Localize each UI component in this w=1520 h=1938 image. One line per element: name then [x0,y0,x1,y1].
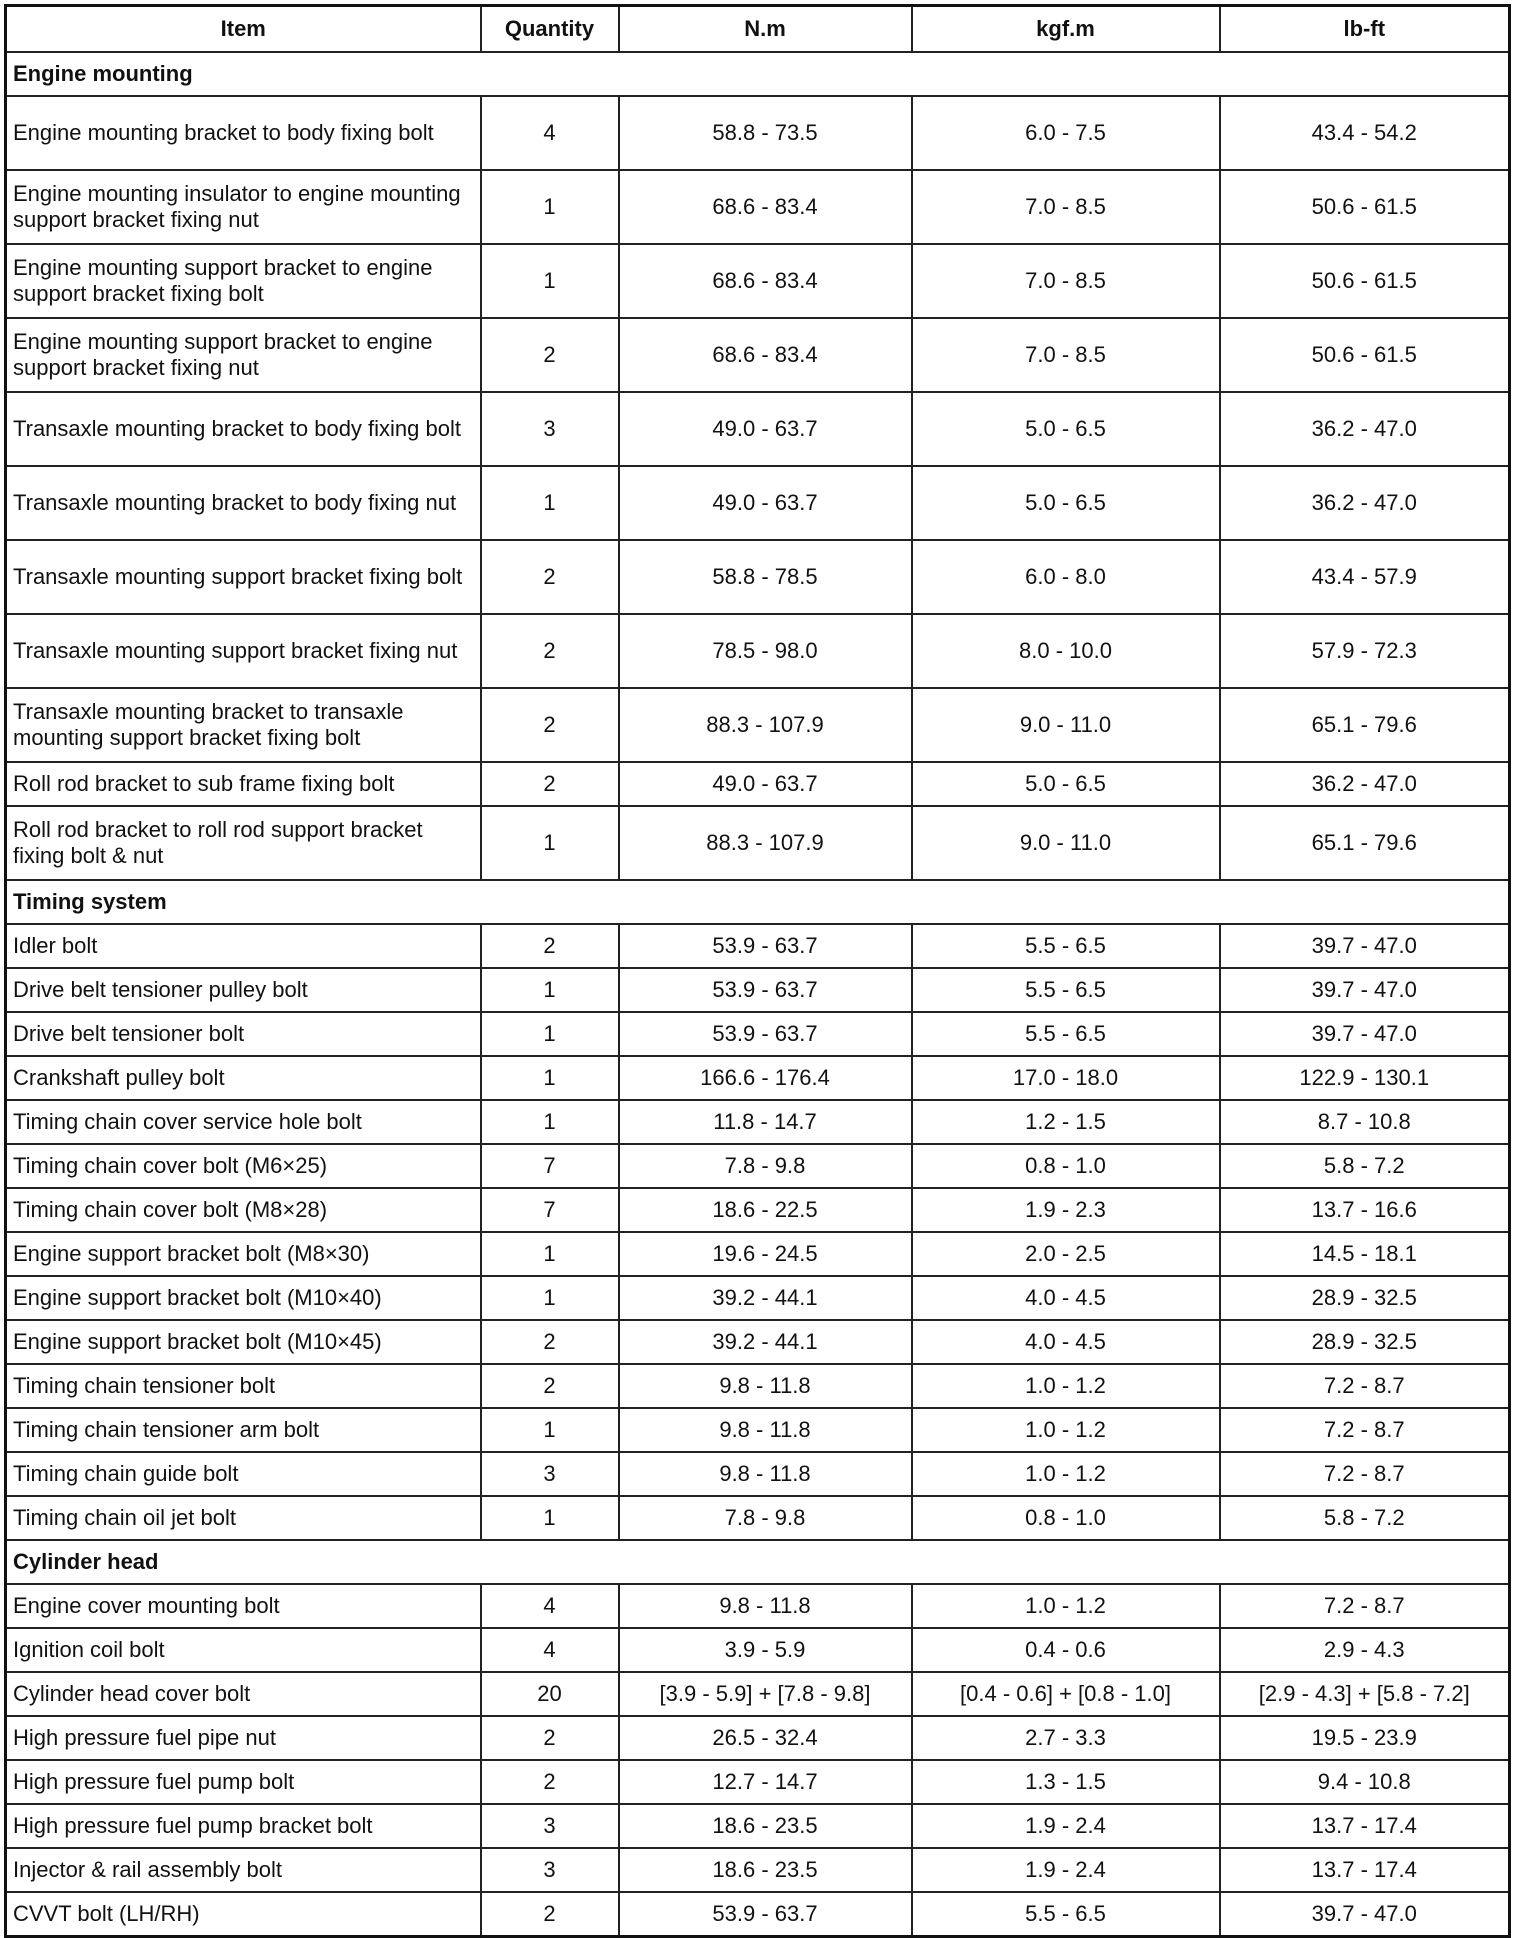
nm-cell: 49.0 - 63.7 [619,762,912,806]
item-cell: Engine mounting insulator to engine mounting support bracket fixing nut [6,170,481,244]
kgfm-cell: 5.5 - 6.5 [912,968,1220,1012]
quantity-cell: 1 [481,806,619,880]
kgfm-cell: 5.5 - 6.5 [912,1892,1220,1937]
kgfm-cell: 0.4 - 0.6 [912,1628,1220,1672]
quantity-cell: 1 [481,1012,619,1056]
item-cell: Timing chain cover bolt (M8×28) [6,1188,481,1232]
lbft-cell: 19.5 - 23.9 [1220,1716,1510,1760]
table-row [6,688,1510,762]
table-row [6,392,1510,466]
quantity-cell: 20 [481,1672,619,1716]
nm-cell: 53.9 - 63.7 [619,1892,912,1937]
quantity-cell: 2 [481,614,619,688]
table-row [6,614,1510,688]
table-row [6,1232,1510,1276]
item-cell: Timing chain tensioner arm bolt [6,1408,481,1452]
quantity-cell: 1 [481,968,619,1012]
lbft-cell: 28.9 - 32.5 [1220,1276,1510,1320]
item-cell: Roll rod bracket to sub frame fixing bolt [6,762,481,806]
quantity-cell: 2 [481,688,619,762]
nm-cell: 68.6 - 83.4 [619,170,912,244]
item-cell: Timing chain tensioner bolt [6,1364,481,1408]
nm-cell: 7.8 - 9.8 [619,1144,912,1188]
kgfm-cell: 4.0 - 4.5 [912,1276,1220,1320]
item-cell: High pressure fuel pump bracket bolt [6,1804,481,1848]
kgfm-cell: 1.0 - 1.2 [912,1408,1220,1452]
table-row [6,1584,1510,1628]
table-row [6,96,1510,170]
nm-cell: 19.6 - 24.5 [619,1232,912,1276]
item-cell: Engine support bracket bolt (M10×40) [6,1276,481,1320]
table-row [6,1056,1510,1100]
item-cell: Roll rod bracket to roll rod support bracket fixing bolt & nut [6,806,481,880]
table-row [6,540,1510,614]
item-cell: Drive belt tensioner pulley bolt [6,968,481,1012]
nm-cell: 58.8 - 73.5 [619,96,912,170]
nm-cell: 166.6 - 176.4 [619,1056,912,1100]
table-row [6,762,1510,806]
item-cell: Drive belt tensioner bolt [6,1012,481,1056]
kgfm-cell: 6.0 - 7.5 [912,96,1220,170]
quantity-cell: 3 [481,392,619,466]
nm-cell: 12.7 - 14.7 [619,1760,912,1804]
lbft-cell: 50.6 - 61.5 [1220,318,1510,392]
table-row [6,244,1510,318]
nm-cell: 18.6 - 22.5 [619,1188,912,1232]
section-row [6,1540,1510,1584]
nm-cell: 3.9 - 5.9 [619,1628,912,1672]
table-row [6,1848,1510,1892]
table-body [6,52,1510,1937]
lbft-cell: 7.2 - 8.7 [1220,1364,1510,1408]
nm-cell: 58.8 - 78.5 [619,540,912,614]
kgfm-cell: 8.0 - 10.0 [912,614,1220,688]
nm-cell: 26.5 - 32.4 [619,1716,912,1760]
lbft-cell: 28.9 - 32.5 [1220,1320,1510,1364]
header-row [6,6,1510,53]
lbft-cell: 65.1 - 79.6 [1220,688,1510,762]
table-row [6,1188,1510,1232]
quantity-cell: 1 [481,1276,619,1320]
kgfm-cell: 7.0 - 8.5 [912,244,1220,318]
kgfm-cell: 1.3 - 1.5 [912,1760,1220,1804]
lbft-cell: 5.8 - 7.2 [1220,1496,1510,1540]
lbft-cell: 50.6 - 61.5 [1220,170,1510,244]
nm-cell: 53.9 - 63.7 [619,924,912,968]
kgfm-cell: 7.0 - 8.5 [912,170,1220,244]
nm-cell: 68.6 - 83.4 [619,318,912,392]
quantity-cell: 1 [481,1232,619,1276]
quantity-cell: 3 [481,1804,619,1848]
table-row [6,1100,1510,1144]
lbft-cell: 57.9 - 72.3 [1220,614,1510,688]
item-cell: Idler bolt [6,924,481,968]
item-cell: Timing chain cover service hole bolt [6,1100,481,1144]
table-row [6,1760,1510,1804]
item-cell: High pressure fuel pipe nut [6,1716,481,1760]
header-lbft: lb-ft [1220,6,1510,53]
quantity-cell: 1 [481,1056,619,1100]
quantity-cell: 4 [481,96,619,170]
quantity-cell: 3 [481,1452,619,1496]
kgfm-cell: 1.0 - 1.2 [912,1452,1220,1496]
item-cell: Timing chain oil jet bolt [6,1496,481,1540]
lbft-cell: 2.9 - 4.3 [1220,1628,1510,1672]
nm-cell: 78.5 - 98.0 [619,614,912,688]
kgfm-cell: 5.0 - 6.5 [912,466,1220,540]
quantity-cell: 2 [481,762,619,806]
table-row [6,1892,1510,1937]
kgfm-cell: 1.0 - 1.2 [912,1364,1220,1408]
quantity-cell: 1 [481,1100,619,1144]
table-row [6,1364,1510,1408]
table-row [6,968,1510,1012]
quantity-cell: 1 [481,466,619,540]
item-cell: Transaxle mounting bracket to transaxle mounting support bracket fixing bolt [6,688,481,762]
torque-spec-table [4,4,1511,1938]
item-cell: Engine mounting support bracket to engine support bracket fixing bolt [6,244,481,318]
nm-cell: 11.8 - 14.7 [619,1100,912,1144]
table-row [6,1628,1510,1672]
kgfm-cell: 0.8 - 1.0 [912,1144,1220,1188]
header-kgfm: kgf.m [912,6,1220,53]
lbft-cell: 43.4 - 57.9 [1220,540,1510,614]
quantity-cell: 2 [481,540,619,614]
lbft-cell: 39.7 - 47.0 [1220,1892,1510,1937]
lbft-cell: [2.9 - 4.3] + [5.8 - 7.2] [1220,1672,1510,1716]
table-row [6,1716,1510,1760]
item-cell: Ignition coil bolt [6,1628,481,1672]
lbft-cell: 13.7 - 17.4 [1220,1804,1510,1848]
lbft-cell: 13.7 - 16.6 [1220,1188,1510,1232]
section-row [6,880,1510,924]
nm-cell: 9.8 - 11.8 [619,1584,912,1628]
nm-cell: 18.6 - 23.5 [619,1848,912,1892]
item-cell: Engine cover mounting bolt [6,1584,481,1628]
quantity-cell: 2 [481,924,619,968]
nm-cell: 9.8 - 11.8 [619,1364,912,1408]
lbft-cell: 122.9 - 130.1 [1220,1056,1510,1100]
section-title: Engine mounting [6,52,1510,96]
lbft-cell: 36.2 - 47.0 [1220,466,1510,540]
kgfm-cell: 5.0 - 6.5 [912,392,1220,466]
table-row [6,924,1510,968]
kgfm-cell: 1.2 - 1.5 [912,1100,1220,1144]
kgfm-cell: 1.0 - 1.2 [912,1584,1220,1628]
kgfm-cell: 5.5 - 6.5 [912,1012,1220,1056]
item-cell: CVVT bolt (LH/RH) [6,1892,481,1937]
kgfm-cell: 0.8 - 1.0 [912,1496,1220,1540]
lbft-cell: 65.1 - 79.6 [1220,806,1510,880]
item-cell: Transaxle mounting bracket to body fixing bolt [6,392,481,466]
table-row [6,1408,1510,1452]
table-row [6,1804,1510,1848]
item-cell: Timing chain guide bolt [6,1452,481,1496]
nm-cell: 39.2 - 44.1 [619,1320,912,1364]
nm-cell: 68.6 - 83.4 [619,244,912,318]
quantity-cell: 7 [481,1188,619,1232]
table-row [6,1144,1510,1188]
quantity-cell: 2 [481,1716,619,1760]
table-row [6,170,1510,244]
table-row [6,466,1510,540]
table-row [6,1452,1510,1496]
item-cell: Timing chain cover bolt (M6×25) [6,1144,481,1188]
table-row [6,1012,1510,1056]
section-row [6,52,1510,96]
kgfm-cell: 9.0 - 11.0 [912,688,1220,762]
item-cell: Engine support bracket bolt (M8×30) [6,1232,481,1276]
kgfm-cell: 17.0 - 18.0 [912,1056,1220,1100]
item-cell: Crankshaft pulley bolt [6,1056,481,1100]
section-title: Cylinder head [6,1540,1510,1584]
kgfm-cell: 1.9 - 2.4 [912,1804,1220,1848]
lbft-cell: 36.2 - 47.0 [1220,392,1510,466]
item-cell: Engine mounting bracket to body fixing bolt [6,96,481,170]
quantity-cell: 4 [481,1584,619,1628]
table-row [6,1320,1510,1364]
kgfm-cell: 6.0 - 8.0 [912,540,1220,614]
quantity-cell: 2 [481,1364,619,1408]
nm-cell: 49.0 - 63.7 [619,392,912,466]
item-cell: Transaxle mounting support bracket fixing bolt [6,540,481,614]
nm-cell: 49.0 - 63.7 [619,466,912,540]
nm-cell: 9.8 - 11.8 [619,1452,912,1496]
nm-cell: 7.8 - 9.8 [619,1496,912,1540]
kgfm-cell: 1.9 - 2.4 [912,1848,1220,1892]
quantity-cell: 4 [481,1628,619,1672]
quantity-cell: 1 [481,1496,619,1540]
header-nm: N.m [619,6,912,53]
quantity-cell: 7 [481,1144,619,1188]
lbft-cell: 9.4 - 10.8 [1220,1760,1510,1804]
kgfm-cell: 1.9 - 2.3 [912,1188,1220,1232]
nm-cell: 88.3 - 107.9 [619,806,912,880]
kgfm-cell: 4.0 - 4.5 [912,1320,1220,1364]
quantity-cell: 2 [481,1760,619,1804]
header-quantity: Quantity [481,6,619,53]
kgfm-cell: 2.0 - 2.5 [912,1232,1220,1276]
quantity-cell: 1 [481,170,619,244]
item-cell: Cylinder head cover bolt [6,1672,481,1716]
nm-cell: 39.2 - 44.1 [619,1276,912,1320]
quantity-cell: 2 [481,318,619,392]
lbft-cell: 39.7 - 47.0 [1220,1012,1510,1056]
item-cell: Injector & rail assembly bolt [6,1848,481,1892]
quantity-cell: 2 [481,1320,619,1364]
section-title: Timing system [6,880,1510,924]
lbft-cell: 8.7 - 10.8 [1220,1100,1510,1144]
kgfm-cell: [0.4 - 0.6] + [0.8 - 1.0] [912,1672,1220,1716]
table-row [6,806,1510,880]
lbft-cell: 43.4 - 54.2 [1220,96,1510,170]
item-cell: Engine mounting support bracket to engine support bracket fixing nut [6,318,481,392]
item-cell: Transaxle mounting bracket to body fixing nut [6,466,481,540]
nm-cell: 53.9 - 63.7 [619,1012,912,1056]
table-row [6,1496,1510,1540]
lbft-cell: 39.7 - 47.0 [1220,968,1510,1012]
kgfm-cell: 2.7 - 3.3 [912,1716,1220,1760]
table-row [6,318,1510,392]
lbft-cell: 39.7 - 47.0 [1220,924,1510,968]
quantity-cell: 1 [481,244,619,318]
torque-spec-page [4,4,1508,1938]
lbft-cell: 36.2 - 47.0 [1220,762,1510,806]
kgfm-cell: 5.0 - 6.5 [912,762,1220,806]
lbft-cell: 13.7 - 17.4 [1220,1848,1510,1892]
nm-cell: [3.9 - 5.9] + [7.8 - 9.8] [619,1672,912,1716]
nm-cell: 53.9 - 63.7 [619,968,912,1012]
quantity-cell: 1 [481,1408,619,1452]
kgfm-cell: 5.5 - 6.5 [912,924,1220,968]
lbft-cell: 5.8 - 7.2 [1220,1144,1510,1188]
table-row [6,1276,1510,1320]
lbft-cell: 14.5 - 18.1 [1220,1232,1510,1276]
quantity-cell: 3 [481,1848,619,1892]
lbft-cell: 50.6 - 61.5 [1220,244,1510,318]
item-cell: Engine support bracket bolt (M10×45) [6,1320,481,1364]
quantity-cell: 2 [481,1892,619,1937]
nm-cell: 88.3 - 107.9 [619,688,912,762]
header-item: Item [6,6,481,53]
nm-cell: 9.8 - 11.8 [619,1408,912,1452]
item-cell: Transaxle mounting support bracket fixing nut [6,614,481,688]
kgfm-cell: 9.0 - 11.0 [912,806,1220,880]
lbft-cell: 7.2 - 8.7 [1220,1584,1510,1628]
nm-cell: 18.6 - 23.5 [619,1804,912,1848]
lbft-cell: 7.2 - 8.7 [1220,1452,1510,1496]
lbft-cell: 7.2 - 8.7 [1220,1408,1510,1452]
kgfm-cell: 7.0 - 8.5 [912,318,1220,392]
item-cell: High pressure fuel pump bolt [6,1760,481,1804]
table-row [6,1672,1510,1716]
